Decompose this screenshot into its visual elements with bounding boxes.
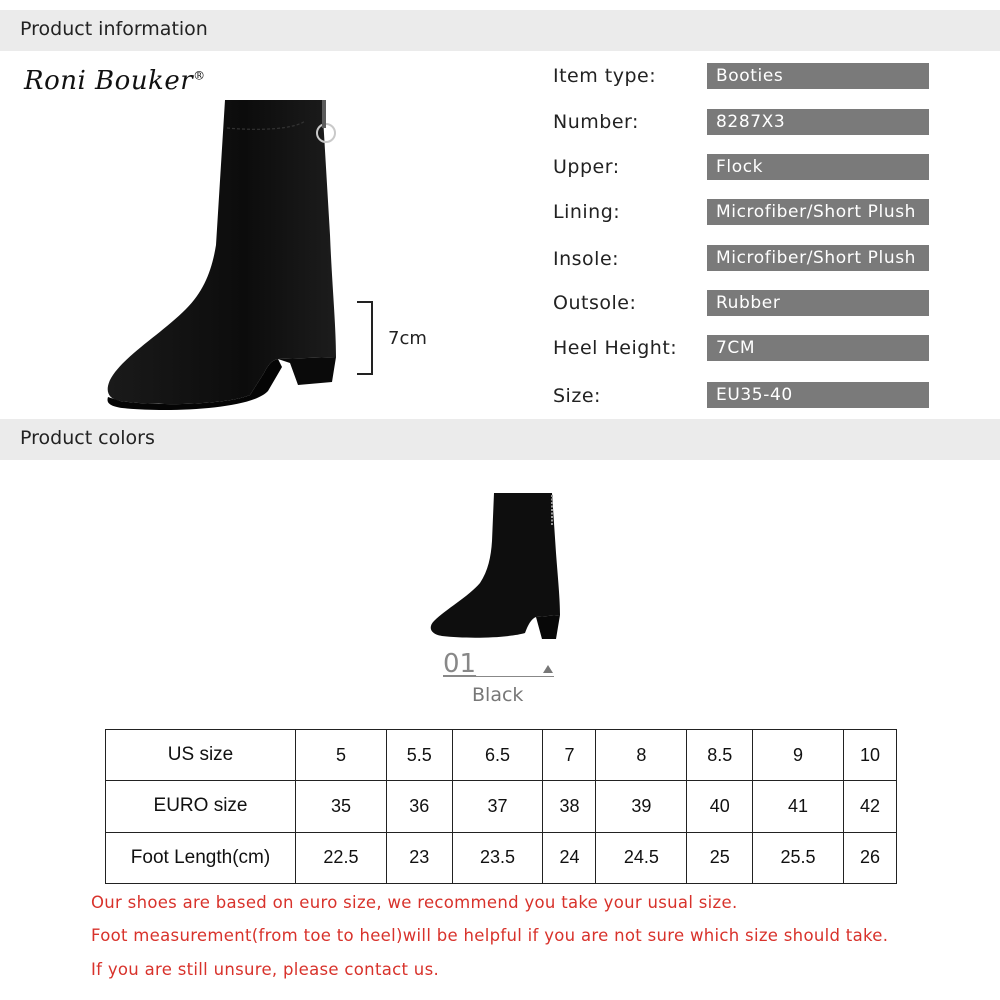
table-cell: 10 <box>843 730 896 781</box>
color-underline <box>476 676 554 677</box>
table-cell: 6.5 <box>452 730 543 781</box>
row-header-euro: EURO size <box>106 781 296 832</box>
section-title: Product colors <box>20 427 155 449</box>
section-title: Product information <box>20 18 208 40</box>
table-cell: 23.5 <box>452 832 543 883</box>
color-option-name: Black <box>472 684 524 706</box>
size-note-2: Foot measurement(from toe to heel)will be helpful if you are not sure which size should take. <box>91 926 889 945</box>
info-value-item-type: Booties <box>707 63 929 89</box>
table-cell: 8 <box>596 730 687 781</box>
table-cell: 23 <box>386 832 452 883</box>
size-note-3: If you are still unsure, please contact us. <box>91 960 440 979</box>
color-option-number: 01 <box>443 649 477 679</box>
table-cell: 5.5 <box>386 730 452 781</box>
info-label-lining: Lining: <box>553 201 621 223</box>
info-value-outsole: Rubber <box>707 290 929 316</box>
table-cell: 41 <box>753 781 844 832</box>
heel-height-label: 7cm <box>388 328 427 349</box>
product-information-header <box>0 10 1000 51</box>
info-value-heel-height: 7CM <box>707 335 929 361</box>
info-label-outsole: Outsole: <box>553 292 637 314</box>
brand-logo <box>24 66 206 96</box>
table-cell: 8.5 <box>687 730 753 781</box>
info-value-size: EU35-40 <box>707 382 929 408</box>
table-cell: 38 <box>543 781 596 832</box>
table-cell: 39 <box>596 781 687 832</box>
size-chart-table <box>105 729 897 884</box>
info-value-insole: Microfiber/Short Plush <box>707 245 929 271</box>
table-row <box>106 781 897 832</box>
info-value-upper: Flock <box>707 154 929 180</box>
table-cell: 22.5 <box>296 832 387 883</box>
table-cell: 25 <box>687 832 753 883</box>
info-value-number: 8287X3 <box>707 109 929 135</box>
table-row <box>106 730 897 781</box>
info-value-lining: Microfiber/Short Plush <box>707 199 929 225</box>
table-cell: 40 <box>687 781 753 832</box>
product-colors-header <box>0 419 1000 460</box>
info-label-item-type: Item type: <box>553 65 657 87</box>
table-cell: 7 <box>543 730 596 781</box>
size-note-1: Our shoes are based on euro size, we recommend you take your usual size. <box>91 893 738 912</box>
table-cell: 42 <box>843 781 896 832</box>
table-cell: 24.5 <box>596 832 687 883</box>
table-cell: 9 <box>753 730 844 781</box>
boot-side-view-image <box>100 95 340 417</box>
row-header-us: US size <box>106 730 296 781</box>
color-option-boot-image[interactable] <box>428 491 568 641</box>
table-cell: 25.5 <box>753 832 844 883</box>
brand-name: Roni Bouker <box>24 66 194 96</box>
table-cell: 35 <box>296 781 387 832</box>
triangle-up-icon <box>543 665 553 673</box>
table-cell: 5 <box>296 730 387 781</box>
table-cell: 24 <box>543 832 596 883</box>
table-cell: 37 <box>452 781 543 832</box>
table-row <box>106 832 897 883</box>
info-label-upper: Upper: <box>553 156 620 178</box>
table-cell: 36 <box>386 781 452 832</box>
row-header-foot-length: Foot Length(cm) <box>106 832 296 883</box>
info-label-insole: Insole: <box>553 248 620 270</box>
table-cell: 26 <box>843 832 896 883</box>
info-label-size: Size: <box>553 385 601 407</box>
heel-height-bracket <box>357 301 373 375</box>
info-label-number: Number: <box>553 111 639 133</box>
info-label-heel-height: Heel Height: <box>553 337 678 359</box>
registered-mark: ® <box>193 68 206 83</box>
